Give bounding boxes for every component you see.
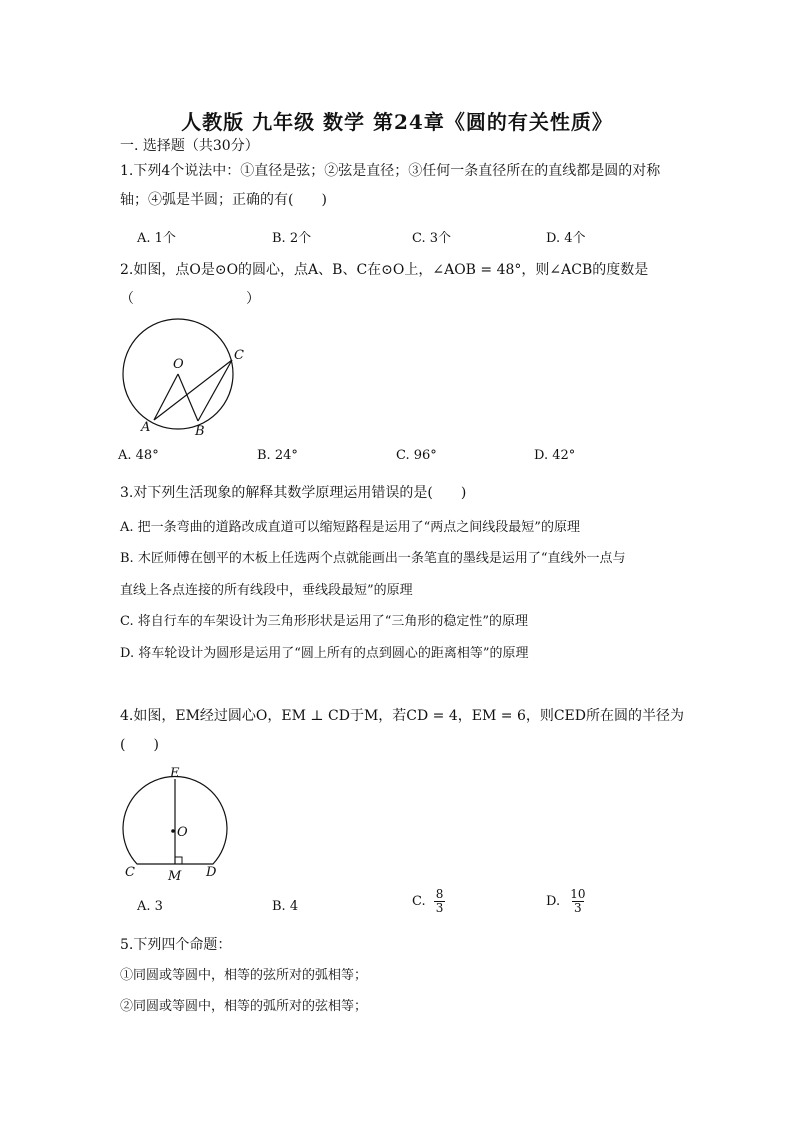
q2-segment-oa xyxy=(154,374,178,420)
q1-option-d[interactable]: D. 4个 xyxy=(546,231,586,246)
q2-circle-figure xyxy=(110,315,260,445)
q4-label-o: O xyxy=(177,825,188,840)
q2-label-a: A xyxy=(141,420,151,435)
q5-stem: 5.下列四个命题： xyxy=(120,937,232,953)
q2-option-d[interactable]: D. 42° xyxy=(534,448,576,463)
q1-option-c[interactable]: C. 3个 xyxy=(412,231,452,246)
q4-option-d[interactable] xyxy=(546,888,588,915)
q4-option-d-fraction xyxy=(568,888,587,915)
section-heading: 一. 选择题（共30分） xyxy=(120,138,259,154)
q4-option-c[interactable] xyxy=(412,888,445,915)
q4-option-d-numerator: 10 xyxy=(570,887,586,901)
q2-segment-bc xyxy=(198,360,232,421)
q4-option-b[interactable]: B. 4 xyxy=(272,899,299,914)
q2-option-a[interactable]: A. 48° xyxy=(118,448,159,463)
q4-label-e: E xyxy=(170,766,180,781)
q4-option-a[interactable]: A. 3 xyxy=(137,899,163,914)
q2-label-b: B xyxy=(195,424,205,439)
q1-option-a[interactable]: A. 1个 xyxy=(137,231,176,246)
q4-option-c-denominator: 3 xyxy=(435,901,444,915)
q4-option-d-prefix: D. xyxy=(546,894,561,909)
q4-stem-line1: 4.如图，EM经过圆心O，EM ⊥ CD于M，若CD = 4，EM = 6，则CED所在圆的半径为 xyxy=(120,708,685,724)
q4-arc-figure xyxy=(110,760,240,885)
q4-option-d-denominator: 3 xyxy=(574,901,582,915)
q1-stem-line1: 1.下列4个说法中：①直径是弦；②弦是直径；③任何一条直径所在的直线都是圆的对称 xyxy=(120,163,661,179)
q4-label-d: D xyxy=(206,865,217,880)
q4-center-dot xyxy=(171,829,175,833)
q2-label-c: C xyxy=(234,348,244,363)
q2-label-o: O xyxy=(173,357,184,372)
q3-option-b-line2[interactable]: 直线上各点连接的所有线段中，垂线段最短”的原理 xyxy=(120,583,413,598)
page-title: 人教版 九年级 数学 第24章《圆的有关性质》 xyxy=(181,110,613,134)
q4-stem-line2: ( ) xyxy=(120,737,159,753)
q2-stem-line2: （ ） xyxy=(120,291,260,307)
q4-label-c: C xyxy=(125,865,135,880)
q3-option-b-line1[interactable]: B. 木匠师傅在刨平的木板上任选两个点就能画出一条笔直的墨线是运用了“直线外一点与 xyxy=(120,551,626,566)
q3-option-d[interactable]: D. 将车轮设计为圆形是运用了“圆上所有的点到圆心的距离相等”的原理 xyxy=(120,646,529,661)
q3-option-c[interactable]: C. 将自行车的车架设计为三角形形状是运用了“三角形的稳定性”的原理 xyxy=(120,614,529,629)
q2-option-c[interactable]: C. 96° xyxy=(396,448,437,463)
q1-stem-line2: 轴；④弧是半圆；正确的有( ) xyxy=(120,192,327,208)
q4-option-c-fraction xyxy=(434,888,446,915)
q4-right-angle-mark xyxy=(175,857,182,864)
q4-option-c-prefix: C. xyxy=(412,894,426,909)
q4-option-c-numerator: 8 xyxy=(435,887,444,901)
q2-option-b[interactable]: B. 24° xyxy=(257,448,298,463)
q1-option-b[interactable]: B. 2个 xyxy=(272,231,312,246)
q2-segment-ob xyxy=(178,374,198,421)
q3-option-a[interactable]: A. 把一条弯曲的道路改成直道可以缩短路程是运用了“两点之间线段最短”的原理 xyxy=(120,520,580,535)
q2-stem-line1: 2.如图，点O是⊙O的圆心，点A、B、C在⊙O上，∠AOB = 48°，则∠ACB的度数是 xyxy=(120,262,649,278)
q2-segment-ac xyxy=(154,360,232,420)
q5-statement-2: ②同圆或等圆中，相等的弧所对的弦相等； xyxy=(120,999,368,1014)
q5-statement-1: ①同圆或等圆中，相等的弦所对的弧相等； xyxy=(120,968,368,983)
q4-label-m: M xyxy=(168,869,182,884)
q3-stem: 3.对下列生活现象的解释其数学原理运用错误的是( ) xyxy=(120,485,467,501)
